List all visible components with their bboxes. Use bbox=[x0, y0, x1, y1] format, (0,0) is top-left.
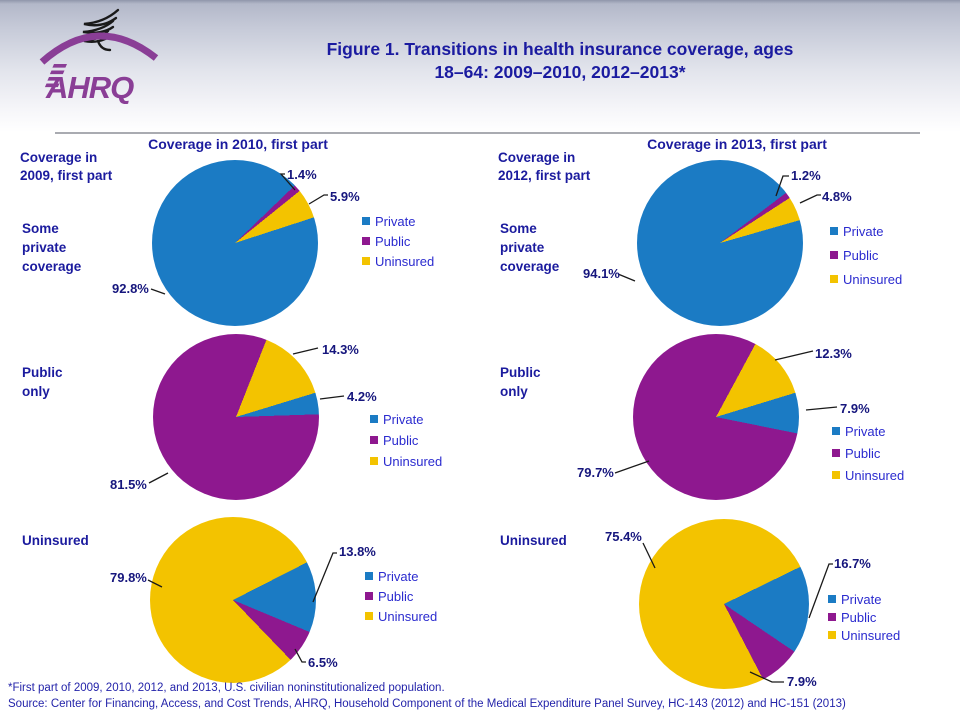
data-label: 14.3% bbox=[322, 342, 359, 357]
legend-swatch-public bbox=[828, 613, 836, 621]
source-line: Source: Center for Financing, Access, and Cost Trends, AHRQ, Household Component of the Medical Expenditure Panel Survey, HC-143 (2012) and HC-151 (2013) bbox=[8, 698, 846, 710]
legend-swatch-uninsured bbox=[832, 471, 840, 479]
row-label-line: Uninsured bbox=[500, 533, 567, 548]
legend-item-private bbox=[832, 424, 904, 438]
legend bbox=[362, 214, 434, 268]
legend-swatch-public bbox=[370, 436, 378, 444]
legend-label: Uninsured bbox=[841, 627, 901, 643]
figure-title-line-2: 18–64: 2009–2010, 2012–2013* bbox=[434, 62, 686, 82]
legend-label: Private bbox=[843, 223, 884, 239]
row-label-line: only bbox=[500, 384, 528, 399]
legend-label: Private bbox=[383, 411, 424, 427]
legend-swatch-uninsured bbox=[365, 612, 373, 620]
pie-chart-public-only-2010 bbox=[153, 334, 319, 500]
data-label: 4.8% bbox=[822, 189, 852, 204]
legend-swatch-private bbox=[362, 217, 370, 225]
leader-line bbox=[309, 195, 328, 204]
pie-chart-uninsured-2013 bbox=[639, 519, 809, 689]
row-label-line: Uninsured bbox=[22, 533, 89, 548]
legend-item-uninsured bbox=[365, 609, 437, 623]
leader-line bbox=[775, 351, 813, 360]
figure-title-line-1: Figure 1. Transitions in health insurance coverage, ages bbox=[326, 39, 794, 59]
row-label-uninsured bbox=[500, 531, 567, 550]
row-label-line: Public bbox=[22, 365, 63, 380]
row-label-line: coverage bbox=[22, 259, 82, 274]
row-label-public-only bbox=[500, 363, 541, 401]
row-label-line: Some bbox=[22, 221, 59, 236]
row-label-some-private-coverage bbox=[500, 219, 559, 276]
side-header-line: 2009, first part bbox=[20, 168, 113, 183]
legend-swatch-public bbox=[365, 592, 373, 600]
data-label: 5.9% bbox=[330, 189, 360, 204]
data-label: 79.8% bbox=[110, 570, 147, 585]
data-label: 81.5% bbox=[110, 477, 147, 492]
legend-item-public bbox=[828, 610, 900, 624]
leader-line bbox=[615, 461, 649, 473]
legend-item-uninsured bbox=[830, 272, 902, 286]
legend-item-public bbox=[830, 248, 902, 262]
legend-label: Public bbox=[378, 588, 414, 604]
legend-item-public bbox=[362, 234, 434, 248]
data-label: 16.7% bbox=[834, 556, 871, 571]
legend-swatch-uninsured bbox=[830, 275, 838, 283]
side-header-line: Coverage in bbox=[498, 150, 576, 165]
leader-line bbox=[320, 396, 344, 399]
legend-swatch-uninsured bbox=[370, 457, 378, 465]
leader-line bbox=[151, 289, 165, 294]
row-label-uninsured bbox=[22, 531, 89, 550]
ahrq-logo bbox=[34, 4, 164, 104]
data-label: 92.8% bbox=[112, 281, 149, 296]
pie-chart-public-only-2013 bbox=[633, 334, 799, 500]
legend-swatch-private bbox=[832, 427, 840, 435]
leader-line bbox=[618, 274, 635, 281]
leader-line bbox=[293, 348, 318, 354]
legend-swatch-public bbox=[830, 251, 838, 259]
data-label: 79.7% bbox=[577, 465, 614, 480]
legend-swatch-uninsured bbox=[362, 257, 370, 265]
legend-item-private bbox=[365, 569, 437, 583]
data-label: 7.9% bbox=[787, 674, 817, 689]
legend-swatch-private bbox=[365, 572, 373, 580]
legend bbox=[828, 592, 900, 642]
legend-swatch-public bbox=[832, 449, 840, 457]
legend-label: Uninsured bbox=[845, 467, 905, 483]
row-label-line: only bbox=[22, 384, 50, 399]
pie-chart-uninsured-2010 bbox=[150, 517, 316, 683]
row-label-some-private-coverage bbox=[22, 219, 81, 276]
data-label: 1.2% bbox=[791, 168, 821, 183]
legend-item-uninsured bbox=[362, 254, 434, 268]
header-divider bbox=[55, 132, 920, 134]
pie-chart-some-private-2010 bbox=[152, 160, 318, 326]
legend bbox=[370, 412, 442, 468]
data-label: 6.5% bbox=[308, 655, 338, 670]
side-header-line: Coverage in bbox=[20, 150, 98, 165]
legend-label: Private bbox=[375, 213, 416, 229]
data-label: 13.8% bbox=[339, 544, 376, 559]
legend-label: Private bbox=[841, 591, 882, 607]
data-label: 75.4% bbox=[605, 529, 642, 544]
legend-item-private bbox=[830, 224, 902, 238]
legend-swatch-uninsured bbox=[828, 631, 836, 639]
legend-label: Uninsured bbox=[843, 271, 903, 287]
row-label-line: Some bbox=[500, 221, 537, 236]
legend bbox=[365, 569, 437, 623]
legend-item-uninsured bbox=[828, 628, 900, 642]
legend-swatch-public bbox=[362, 237, 370, 245]
legend-label: Public bbox=[843, 247, 879, 263]
legend-item-uninsured bbox=[370, 454, 442, 468]
leader-line bbox=[149, 473, 168, 483]
data-label: 4.2% bbox=[347, 389, 377, 404]
legend-label: Private bbox=[378, 568, 419, 584]
legend bbox=[832, 424, 904, 482]
data-label: 1.4% bbox=[287, 167, 317, 182]
legend-label: Public bbox=[375, 233, 411, 249]
page-title bbox=[180, 38, 940, 84]
legend bbox=[830, 224, 902, 286]
chart-title-2010: Coverage in 2010, first part bbox=[148, 136, 328, 152]
legend-item-private bbox=[828, 592, 900, 606]
footnote: *First part of 2009, 2010, 2012, and 2013, U.S. civilian noninstitutionalized population. bbox=[8, 682, 445, 694]
side-header-2012 bbox=[498, 149, 590, 185]
pie-chart-some-private-2013 bbox=[637, 160, 803, 326]
legend-item-public bbox=[370, 433, 442, 447]
leader-line bbox=[800, 195, 821, 203]
legend-label: Uninsured bbox=[378, 608, 438, 624]
leader-line bbox=[806, 407, 837, 410]
legend-item-public bbox=[365, 589, 437, 603]
row-label-line: coverage bbox=[500, 259, 560, 274]
legend-label: Uninsured bbox=[383, 453, 443, 469]
legend-label: Uninsured bbox=[375, 253, 435, 269]
legend-item-private bbox=[362, 214, 434, 228]
legend-item-public bbox=[832, 446, 904, 460]
logo-text: AHRQ bbox=[46, 70, 134, 104]
eagle-icon bbox=[83, 10, 118, 50]
data-label: 12.3% bbox=[815, 346, 852, 361]
legend-label: Public bbox=[841, 609, 877, 625]
row-label-line: Public bbox=[500, 365, 541, 380]
legend-label: Public bbox=[383, 432, 419, 448]
row-label-line: private bbox=[500, 240, 545, 255]
legend-swatch-private bbox=[828, 595, 836, 603]
data-label: 7.9% bbox=[840, 401, 870, 416]
ahrq-wordmark bbox=[42, 36, 156, 104]
side-header-2009 bbox=[20, 149, 112, 185]
chart-title-2013: Coverage in 2013, first part bbox=[647, 136, 827, 152]
legend-item-private bbox=[370, 412, 442, 426]
legend-label: Public bbox=[845, 445, 881, 461]
side-header-line: 2012, first part bbox=[498, 168, 591, 183]
legend-swatch-private bbox=[370, 415, 378, 423]
legend-label: Private bbox=[845, 423, 886, 439]
row-label-line: private bbox=[22, 240, 67, 255]
data-label: 94.1% bbox=[583, 266, 620, 281]
row-label-public-only bbox=[22, 363, 63, 401]
leader-line bbox=[313, 553, 337, 602]
legend-item-uninsured bbox=[832, 468, 904, 482]
legend-swatch-private bbox=[830, 227, 838, 235]
